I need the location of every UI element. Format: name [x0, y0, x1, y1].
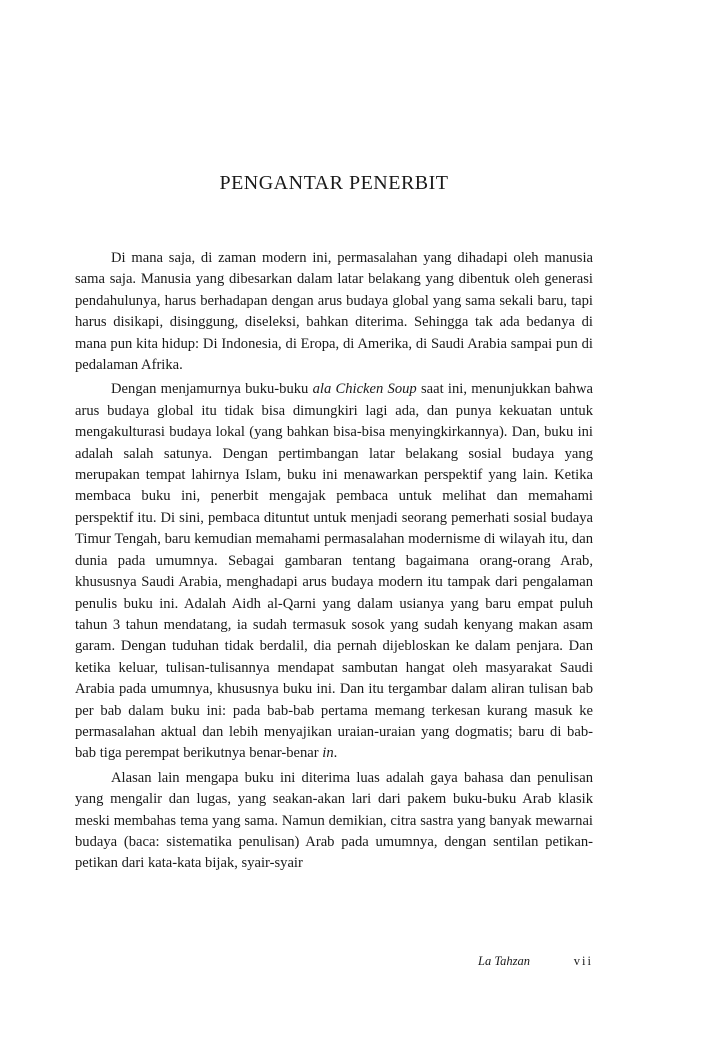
paragraph-2-text-c: .	[333, 745, 338, 762]
page-title	[0, 172, 728, 195]
footer-page-number: vii	[573, 954, 593, 968]
paragraph-2-italic-in: in	[322, 745, 334, 762]
paragraph-3-text: Alasan lain mengapa buku ini diterima luas adalah gaya bahasa dan penulisan yang mengalir dan lugas, yang seakan-akan lari dari pakem buku-buku Arab klasik meski membahas tema yang sama. Namun demikian, citra sastra yang banyak mewarnai budaya (baca: sistematika penulisan) Arab pada umumnya, dengan sentilan petikan-petikan dari kata-kata bijak, syair-syair	[75, 769, 593, 872]
paragraph-2	[75, 379, 593, 764]
paragraph-2-italic-ala-chicken-soup: ala Chicken Soup	[312, 381, 417, 398]
page-footer	[75, 954, 593, 974]
paragraph-2-text-b: saat ini, menunjukkan bahwa arus budaya global itu tidak bisa dimungkiri lagi ada, dan punya kekuatan untuk mengakulturasi budaya lokal (yang bahkan bisa-bisa menyingkirkannya). Dan, buku ini adalah salah satunya. Dengan pertimbangan latar belakang sosial budaya yang merupakan tempat lahirnya Islam, buku ini menawarkan perspektif yang lain. Ketika membaca buku ini, penerbit mengajak pembaca untuk melihat dan memahami perspektif itu. Di sini, pembaca dituntut untuk menjadi seorang pemerhati sosial budaya Timur Tengah, baru kemudian memahami permasalahan modernisme di wilayah itu, dan dunia pada umumnya. Sebagai gambaran tentang bagaimana orang-orang Arab, khususnya Saudi Arabia, menghadapi arus budaya modern itu tampak dari pengalaman penulis buku ini. Adalah Aidh al-Qarni yang dalam usianya yang baru empat puluh tahun 3 tahun mendatang, ia sudah termasuk sosok yang sudah kenyang makan asam garam. Dengan tuduhan tidak berdalil, dia pernah dijebloskan ke dalam penjara. Dan ketika keluar, tulisan-tulisannya mendapat sambutan hangat oleh masyarakat Saudi Arabia pada umumnya, khususnya buku ini. Dan itu tergambar dalam aliran tulisan bab per bab dalam buku ini: pada bab-bab pertama memang terkesan kurang masuk ke permasalahan aktual dan lebih menyajikan uraian-uraian yang dogmatis; baru di bab-bab tiga perempat berikutnya benar-benar	[75, 381, 593, 762]
paragraph-2-text-a: Dengan menjamurnya buku-buku	[111, 381, 313, 398]
footer-book-title: La Tahzan	[478, 954, 530, 968]
paragraph-1	[75, 248, 593, 376]
paragraph-1-text: Di mana saja, di zaman modern ini, permasalahan yang dihadapi oleh manusia sama saja. Manusia yang dibesarkan dalam latar belakang yang dibentuk oleh generasi pendahulunya, harus berhadapan dengan arus budaya global yang sama sekali baru, tapi harus disikapi, disinggung, diseleksi, bahkan diterima. Sehingga tak ada bedanya di mana pun kita hidup: Di Indonesia, di Eropa, di Amerika, di Saudi Arabia sampai pun di pedalaman Afrika.	[75, 250, 593, 374]
paragraph-3	[75, 768, 593, 875]
page-title-text: PENGANTAR PENERBIT	[219, 172, 449, 194]
body-text	[75, 248, 593, 878]
